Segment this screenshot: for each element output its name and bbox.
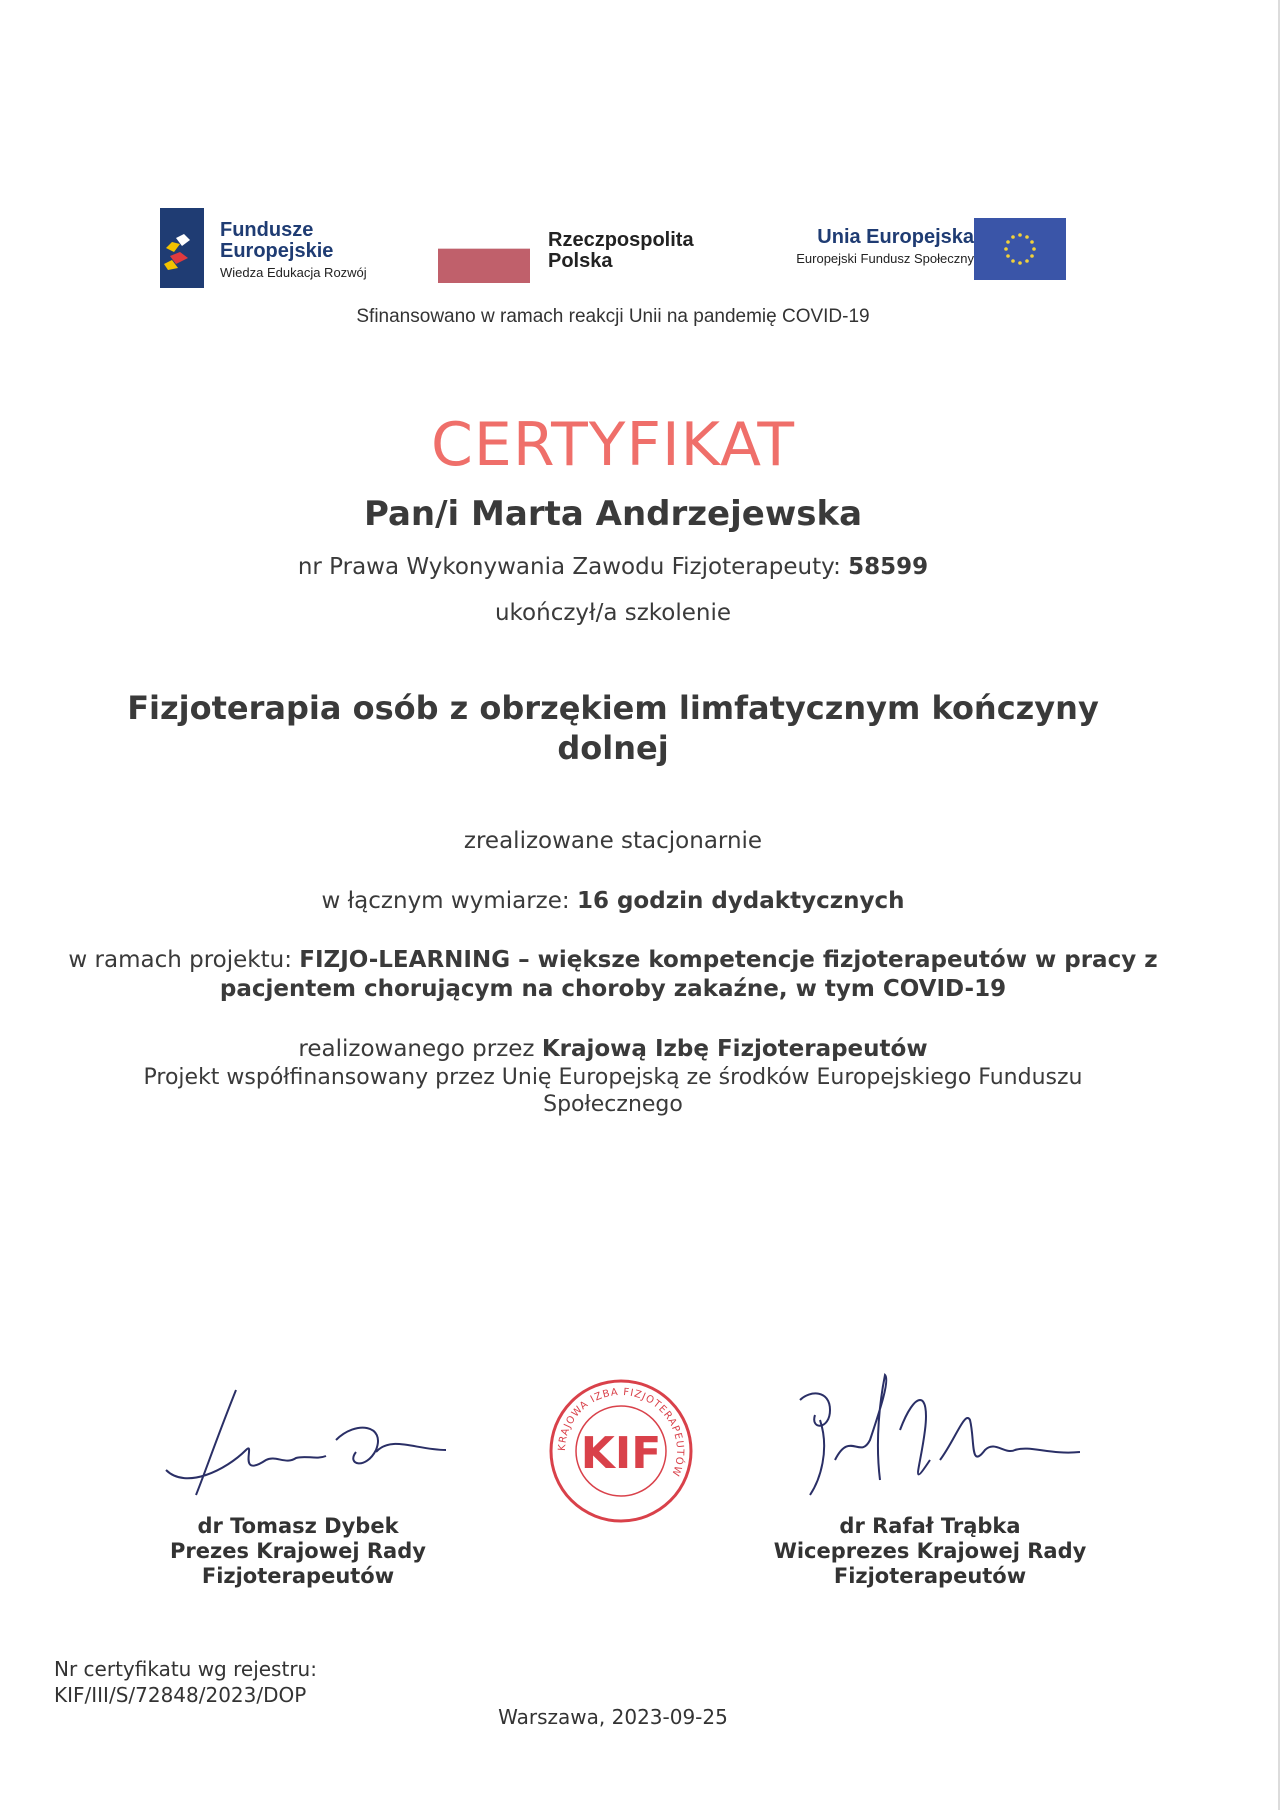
polish-flag-icon [438, 248, 530, 283]
certificate-title: CERTYFIKAT [431, 410, 795, 480]
project-line [60, 946, 1166, 1004]
course-title: Fizjoterapia osób z obrzękiem limfatycznym kończyny dolnej [127, 689, 1099, 767]
seal-ring-text: KRAJOWA IZBA FIZJOTERAPEUTÓW [556, 1386, 686, 1479]
place-date: Warszawa, 2023-09-25 [498, 1705, 728, 1729]
eu-flag-icon [974, 218, 1066, 280]
fe-line2: Europejskie [220, 240, 334, 262]
rp-text [548, 230, 728, 272]
hours-value: 16 godzin dydaktycznych [576, 888, 905, 914]
project-name: FIZJO-LEARNING – większe kompetencje fizjoterapeutów w pracy z pacjentem chorującym na choroby zakaźne, w tym COVID-19 [219, 947, 1158, 1002]
rp-line2: Polska [548, 250, 613, 272]
kif-seal-icon [546, 1376, 696, 1526]
rzeczpospolita-polska-logo [438, 228, 718, 284]
signature-right-icon [790, 1370, 1080, 1500]
fe-line1: Fundusze [220, 219, 314, 241]
license-line [0, 551, 1226, 583]
registry-label: Nr certyfikatu wg rejestru: [54, 1657, 317, 1681]
completed-text: ukończył/a szkolenie [494, 600, 732, 626]
signatory-right-role1: Wiceprezes Krajowej Rady [773, 1539, 1087, 1563]
cofinancing-note: Projekt współfinansowany przez Unię Europejską ze środków Europejskiego Funduszu Społecznego [143, 1065, 1083, 1117]
signatory-right [750, 1514, 1110, 1589]
realized-line [0, 1034, 1226, 1064]
eu-line2: Europejski Fundusz Społeczny [796, 251, 974, 266]
eu-text [796, 226, 974, 270]
license-label: nr Prawa Wykonywania Zawodu Fizjoterapeuty: [297, 554, 841, 580]
eu-line1: Unia Europejska [817, 226, 974, 248]
registry-block [54, 1656, 317, 1708]
hours-line [0, 885, 1226, 917]
fe-line3: Wiedza Edukacja Rozwój [220, 265, 367, 280]
seal-center-text: KIF [580, 1428, 662, 1479]
signatory-right-name: dr Rafał Trąbka [839, 1514, 1021, 1538]
fe-star-icon [160, 208, 204, 288]
unia-europejska-logo [750, 216, 1070, 284]
signature-left-icon [146, 1380, 446, 1500]
registry-number: KIF/III/S/72848/2023/DOP [54, 1683, 307, 1707]
signatory-left-role2: Fizjoterapeutów [201, 1564, 395, 1588]
realized-by: Krajową Izbę Fizjoterapeutów [541, 1036, 928, 1062]
signatory-left-name: dr Tomasz Dybek [197, 1514, 399, 1538]
realized-label: realizowanego przez [298, 1036, 535, 1062]
project-label: w ramach projektu: [68, 947, 292, 973]
course-mode: zrealizowane stacjonarnie [463, 828, 763, 854]
rp-line1: Rzeczpospolita [548, 229, 694, 251]
license-number: 58599 [848, 554, 929, 580]
signatory-left [118, 1514, 478, 1589]
fe-text [220, 220, 367, 284]
fundusze-europejskie-logo [160, 208, 420, 292]
hours-label: w łącznym wymiarze: [321, 888, 570, 914]
recipient-name: Pan/i Marta Andrzejewska [363, 494, 863, 534]
funding-note: Sfinansowano w ramach reakcji Unii na pandemię COVID-19 [356, 306, 870, 327]
signatory-left-role1: Prezes Krajowej Rady [170, 1539, 426, 1563]
signatory-right-role2: Fizjoterapeutów [833, 1564, 1027, 1588]
